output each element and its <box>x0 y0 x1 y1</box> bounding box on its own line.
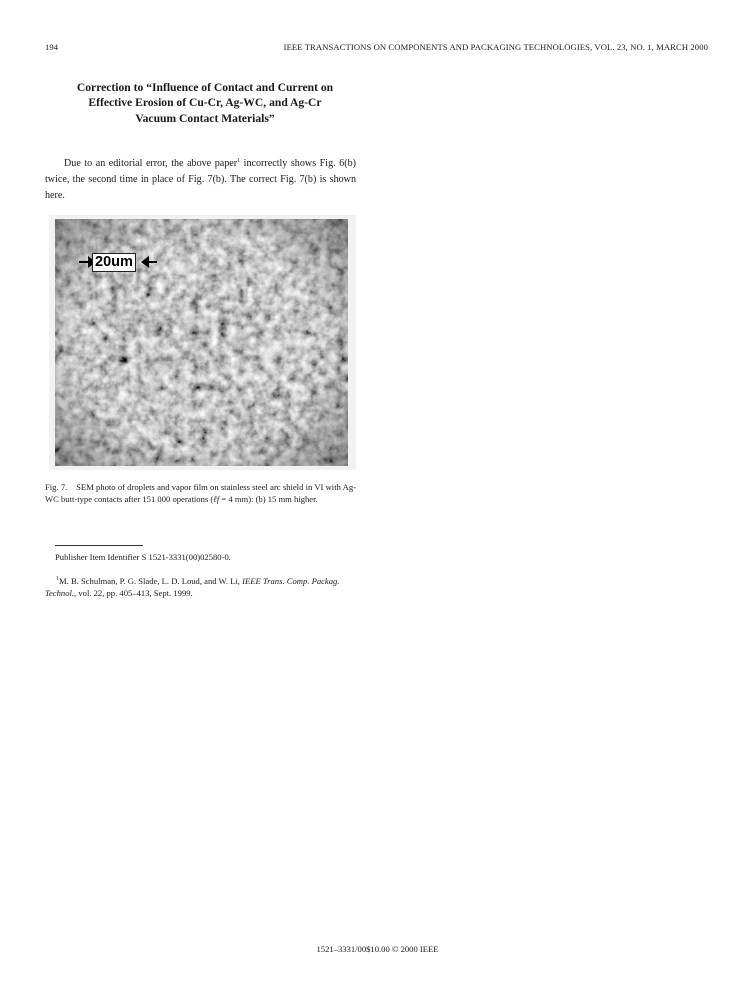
running-head: IEEE TRANSACTIONS ON COMPONENTS AND PACKAGING TECHNOLOGIES, VOL. 23, NO. 1, MARCH 2000 <box>283 42 708 52</box>
scale-bar-label: 20um <box>92 253 136 272</box>
title-line-3: Vacuum Contact Materials” <box>135 111 275 125</box>
figure-caption <box>45 481 356 505</box>
body-paragraph <box>45 156 356 203</box>
footnote-rule <box>55 545 143 546</box>
caption-text-start: SEM photo of droplets and vapor film on stainless steel arc shield in VI with Ag-WC butt-type contacts after 151 000 operations ( <box>45 482 356 505</box>
page-number: 194 <box>45 42 59 52</box>
caption-math-value: 4 <box>228 494 233 505</box>
reference-marker: 1 <box>237 158 241 164</box>
title-line-2: Effective Erosion of Cu-Cr, Ag-WC, and Ag-Cr <box>88 96 322 110</box>
reference-details: , vol. 22, pp. 405–413, Sept. 1999. <box>74 588 193 599</box>
figure-7b <box>49 215 356 470</box>
caption-math-symbol: ℓf <box>213 494 220 505</box>
reference-journal: IEEE Trans. Comp. Packag. Technol. <box>45 576 340 599</box>
body-text-start: Due to an editorial error, the above paper <box>64 158 238 169</box>
title-line-1: Correction to “Influence of Contact and Current on <box>76 81 334 94</box>
caption-math-op: = <box>219 494 229 505</box>
article-title <box>55 80 355 126</box>
caption-text-end: mm): (b) 15 mm higher. <box>232 494 318 505</box>
scale-arrow-right <box>147 261 157 263</box>
sem-micrograph <box>55 219 348 466</box>
footnote-marker: 1 <box>56 576 59 582</box>
caption-label: Fig. 7. <box>45 482 68 492</box>
body-text-end: incorrectly shows Fig. 6(b) twice, the second time in place of Fig. 7(b). The correct Fig. 7(b) is shown here. <box>45 158 356 201</box>
reference-authors: M. B. Schulman, P. G. Slade, L. D. Loud, and W. Li, <box>59 576 243 586</box>
publisher-item-identifier: Publisher Item Identifier S 1521-3331(00)02580-0. <box>55 552 231 562</box>
reference-footnote <box>45 575 356 600</box>
copyright-footer: 1521–3331/00$10.00 © 2000 IEEE <box>316 944 439 954</box>
